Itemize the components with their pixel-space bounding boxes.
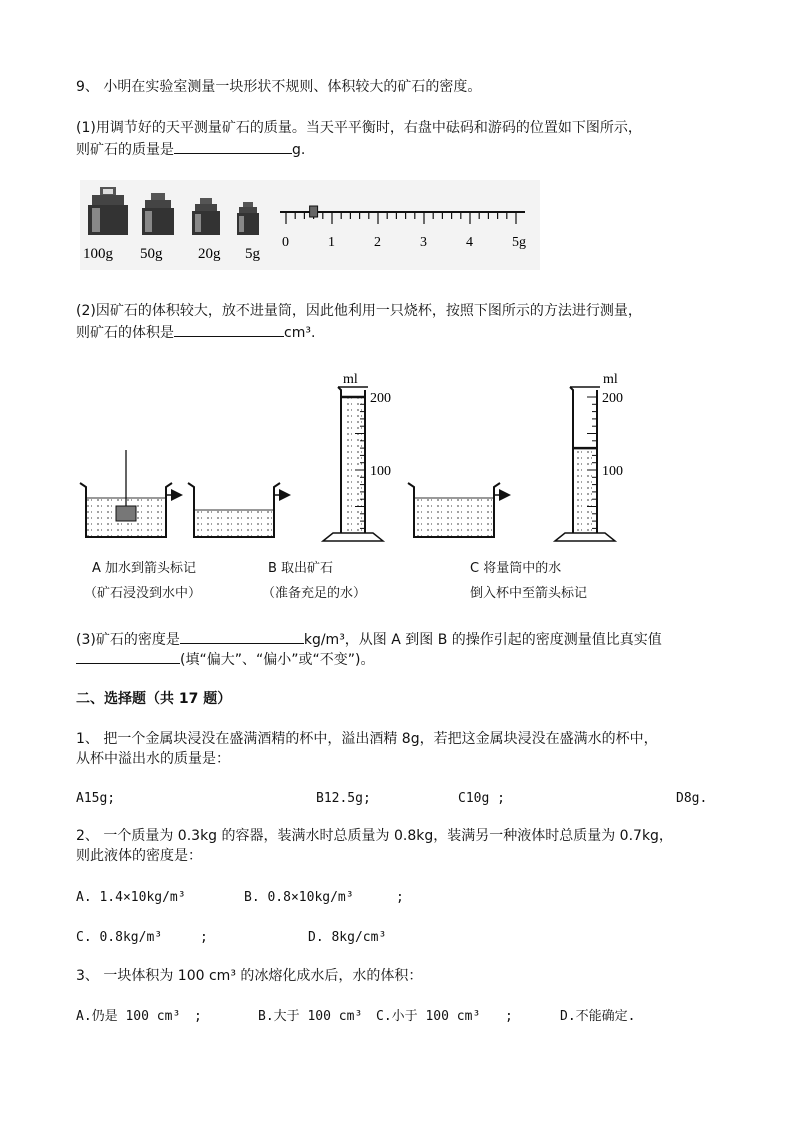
q3-option-d[interactable]: D.不能确定. [560, 1009, 636, 1024]
q3-line1: 3、 一块体积为 100 cm³ 的冰熔化成水后，水的体积： [76, 968, 423, 984]
q3-option-a[interactable]: A.仍是 100 cm³ [76, 1009, 181, 1024]
cylinder-scale-label: 100 [602, 464, 623, 479]
scale-tick-label: 1 [328, 235, 335, 250]
cylinder-scale-label: 100 [370, 464, 391, 479]
measuring-cylinder-after [555, 387, 623, 541]
q9-part3-line1 [76, 629, 662, 649]
q3-separator-1: ; [194, 1009, 202, 1024]
q1-line2: 从杯中溢出水的质量是： [76, 751, 230, 767]
caption-c-line1: C 将量筒中的水 [470, 561, 562, 576]
cylinder-scale-label: 200 [370, 391, 391, 406]
q2-option-a[interactable]: A. 1.4×10kg/m³ [76, 890, 186, 905]
scale-tick-label: 3 [420, 235, 427, 250]
q9-density-answer-blank[interactable] [180, 629, 304, 644]
weight-label-50g: 50g [140, 246, 163, 262]
caption-a-line2: （矿石浸没到水中） [84, 586, 202, 601]
q9-error-answer-blank[interactable] [76, 649, 180, 664]
q3-option-b[interactable]: B.大于 100 cm³ [258, 1009, 363, 1024]
q1-option-a[interactable]: A15g; [76, 791, 116, 806]
cylinder-scale-label: 200 [602, 391, 623, 406]
q1-option-b[interactable]: B12.5g; [316, 791, 371, 806]
q1-line1: 1、 把一个金属块浸没在盛满酒精的杯中，溢出酒精 8g，若把这金属块浸没在盛满水的杯中， [76, 731, 658, 747]
ore-stone-icon [116, 506, 136, 521]
beaker-b [188, 483, 288, 537]
scale-tick-label: 5g [512, 235, 526, 250]
caption-b-line2: （准备充足的水） [262, 586, 367, 601]
volume-measurement-figure [76, 365, 636, 550]
q9-part1-prefix: 则矿石的质量是 [76, 142, 174, 158]
q2-line1: 2、 一个质量为 0.3kg 的容器，装满水时总质量为 0.8kg，装满另一种液体时总质量为 0.7kg， [76, 828, 673, 844]
q9-part3-line2 [76, 649, 374, 669]
q9-part2-prefix: 则矿石的体积是 [76, 325, 174, 341]
q2-option-b[interactable]: B. 0.8×10kg/m³ [244, 890, 354, 905]
section-2-heading: 二、选择题（共 17 题） [76, 691, 232, 707]
q9-part1-line2 [76, 139, 305, 159]
q3-option-c[interactable]: C.小于 100 cm³ [376, 1009, 481, 1024]
q9-part2-unit: cm³. [284, 325, 316, 341]
q9-part1-line1: (1)用调节好的天平测量矿石的质量。当天平平衡时，右盘中砝码和游码的位置如下图所示， [76, 120, 642, 136]
cylinder-unit-label-1: ml [343, 372, 358, 387]
q9-part2-line1: (2)因矿石的体积较大，放不进量筒，因此他利用一只烧杯，按照下图所示的方法进行测量， [76, 303, 642, 319]
q1-option-c[interactable]: C10g ; [458, 791, 505, 806]
q2-separator-1: ; [396, 890, 404, 905]
beaker-a [80, 450, 180, 537]
q9-part3-middle: kg/m³，从图 A 到图 B 的操作引起的密度测量值比真实值 [303, 632, 662, 648]
cylinder-unit-label-2: ml [603, 372, 618, 387]
q1-option-d[interactable]: D8g. [676, 791, 708, 806]
q9-part3-prefix: (3)矿石的密度是 [76, 632, 180, 648]
cylinder-base [555, 533, 615, 541]
q9-title: 9、 小明在实验室测量一块形状不规则、体积较大的矿石的密度。 [76, 79, 482, 95]
weight-label-20g: 20g [198, 246, 221, 262]
scale-tick-label: 2 [374, 235, 381, 250]
scale-tick-label: 0 [282, 235, 289, 250]
q9-part1-unit: g. [292, 142, 306, 158]
balance-weights-figure [80, 180, 540, 270]
cylinder-base [323, 533, 383, 541]
q9-part2-line2 [76, 322, 315, 342]
caption-a-line1: A 加水到箭头标记 [92, 561, 197, 576]
q2-option-c[interactable]: C. 0.8kg/m³ [76, 930, 163, 945]
q9-part3-suffix: (填“偏大”、“偏小”或“不变”)。 [180, 652, 375, 668]
scale-tick-label: 4 [466, 235, 473, 250]
caption-b-line1: B 取出矿石 [268, 561, 334, 576]
q9-volume-answer-blank[interactable] [174, 322, 284, 337]
beaker-c [408, 483, 508, 537]
q3-separator-2: ; [505, 1009, 513, 1024]
q2-option-d[interactable]: D. 8kg/cm³ [308, 930, 387, 945]
q2-separator-2: ; [200, 930, 208, 945]
caption-c-line2: 倒入杯中至箭头标记 [470, 586, 588, 601]
q2-line2: 则此液体的密度是： [76, 848, 202, 864]
weight-label-5g: 5g [245, 246, 260, 262]
q9-mass-answer-blank[interactable] [174, 139, 292, 154]
measuring-cylinder-before [323, 387, 391, 541]
weight-label-100g: 100g [83, 246, 113, 262]
rider-indicator [310, 206, 318, 217]
